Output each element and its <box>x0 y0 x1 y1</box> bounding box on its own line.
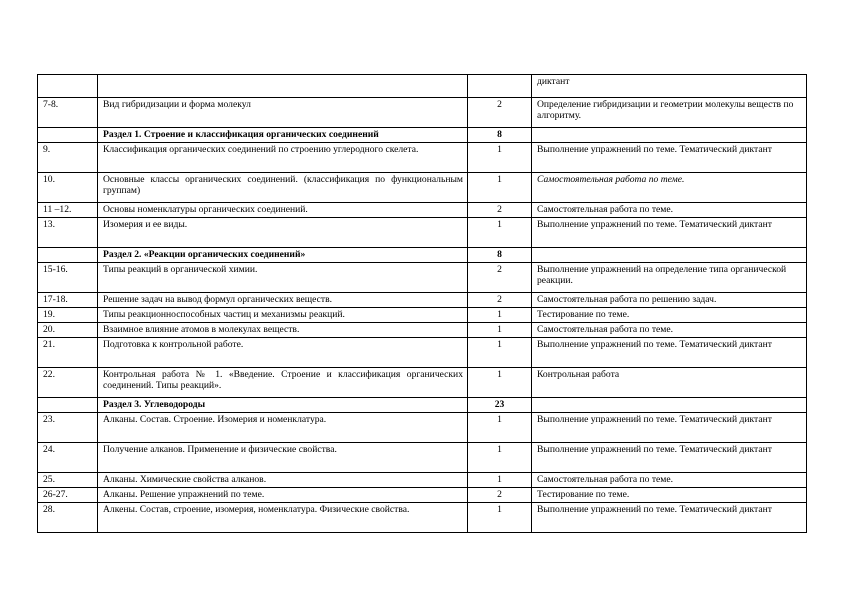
lesson-topic-cell: Алканы. Химические свойства алканов. <box>98 473 468 488</box>
table-row <box>38 308 807 323</box>
lesson-control-cell: Контрольная работа <box>532 368 807 398</box>
table-row <box>38 143 807 173</box>
lesson-hours-cell: 1 <box>468 218 532 248</box>
lesson-number-cell: 21. <box>38 338 98 368</box>
section-row <box>38 248 807 263</box>
lesson-control-cell: диктант <box>532 75 807 98</box>
lesson-hours-cell: 2 <box>468 488 532 503</box>
lesson-topic-cell: Основы номенклатуры органических соединений. <box>98 203 468 218</box>
section-row <box>38 398 807 413</box>
lesson-number-cell: 24. <box>38 443 98 473</box>
lesson-number-cell: 7-8. <box>38 98 98 128</box>
lesson-number-cell: 11 –12. <box>38 203 98 218</box>
lesson-number-cell: 9. <box>38 143 98 173</box>
lesson-topic-cell: Изомерия и ее виды. <box>98 218 468 248</box>
lesson-hours-cell: 1 <box>468 368 532 398</box>
lesson-topic-cell: Раздел 3. Углеводороды <box>98 398 468 413</box>
lesson-topic-cell: Классификация органических соединений по строению углеродного скелета. <box>98 143 468 173</box>
lesson-hours-cell: 2 <box>468 263 532 293</box>
lesson-topic-cell: Взаимное влияние атомов в молекулах веществ. <box>98 323 468 338</box>
lesson-control-cell: Выполнение упражнений по теме. Тематический диктант <box>532 143 807 173</box>
lesson-control-cell <box>532 248 807 263</box>
lesson-topic-cell: Получение алканов. Применение и физические свойства. <box>98 443 468 473</box>
lesson-topic-cell: Подготовка к контрольной работе. <box>98 338 468 368</box>
lesson-control-cell: Самостоятельная работа по теме. <box>532 323 807 338</box>
lesson-hours-cell: 2 <box>468 203 532 218</box>
lesson-topic-cell: Контрольная работа № 1. «Введение. Строение и классификация органических соединений. Типы реакций». <box>98 368 468 398</box>
lesson-hours-cell: 2 <box>468 98 532 128</box>
lesson-number-cell: 17-18. <box>38 293 98 308</box>
lesson-control-cell: Самостоятельная работа по теме. <box>532 173 807 203</box>
lesson-number-cell: 19. <box>38 308 98 323</box>
lesson-number-cell <box>38 248 98 263</box>
lesson-hours-cell <box>468 75 532 98</box>
lesson-hours-cell: 1 <box>468 143 532 173</box>
table-row <box>38 218 807 248</box>
table-row <box>38 503 807 533</box>
lesson-hours-cell: 1 <box>468 503 532 533</box>
lesson-hours-cell: 1 <box>468 338 532 368</box>
lesson-number-cell <box>38 398 98 413</box>
lesson-control-cell: Выполнение упражнений по теме. Тематический диктант <box>532 218 807 248</box>
lesson-topic-cell: Раздел 1. Строение и классификация органических соединений <box>98 128 468 143</box>
table-row <box>38 75 807 98</box>
lesson-number-cell: 23. <box>38 413 98 443</box>
table-row <box>38 203 807 218</box>
lesson-topic-cell: Основные классы органических соединений. (классификация по функциональным группам) <box>98 173 468 203</box>
lesson-topic-cell: Алканы. Состав. Строение. Изомерия и номенклатура. <box>98 413 468 443</box>
lesson-control-cell: Выполнение упражнений по теме. Тематический диктант <box>532 503 807 533</box>
lesson-hours-cell: 2 <box>468 293 532 308</box>
lesson-number-cell: 15-16. <box>38 263 98 293</box>
table-row <box>38 368 807 398</box>
lesson-topic-cell: Алкены. Состав, строение, изомерия, номенклатура. Физические свойства. <box>98 503 468 533</box>
lesson-control-cell <box>532 128 807 143</box>
lesson-hours-cell: 1 <box>468 413 532 443</box>
lesson-control-cell: Тестирование по теме. <box>532 488 807 503</box>
lesson-hours-cell: 1 <box>468 173 532 203</box>
lesson-number-cell: 10. <box>38 173 98 203</box>
lesson-control-cell: Выполнение упражнений по теме. Тематический диктант <box>532 413 807 443</box>
table-row <box>38 323 807 338</box>
lesson-hours-cell: 1 <box>468 308 532 323</box>
lesson-control-cell: Самостоятельная работа по теме. <box>532 473 807 488</box>
lesson-control-cell: Самостоятельная работа по теме. <box>532 203 807 218</box>
lesson-plan-body <box>38 75 807 533</box>
lesson-number-cell <box>38 75 98 98</box>
lesson-hours-cell: 1 <box>468 323 532 338</box>
lesson-hours-cell: 8 <box>468 128 532 143</box>
lesson-hours-cell: 23 <box>468 398 532 413</box>
table-row <box>38 488 807 503</box>
section-row <box>38 128 807 143</box>
lesson-number-cell: 20. <box>38 323 98 338</box>
lesson-control-cell: Тестирование по теме. <box>532 308 807 323</box>
table-row <box>38 338 807 368</box>
table-row <box>38 443 807 473</box>
lesson-hours-cell: 8 <box>468 248 532 263</box>
lesson-topic-cell: Типы реакционноспособных частиц и механизмы реакций. <box>98 308 468 323</box>
lesson-control-cell <box>532 398 807 413</box>
table-row <box>38 98 807 128</box>
lesson-control-cell: Выполнение упражнений по теме. Тематический диктант <box>532 338 807 368</box>
lesson-number-cell: 22. <box>38 368 98 398</box>
lesson-control-cell: Выполнение упражнений на определение типа органической реакции. <box>532 263 807 293</box>
lesson-number-cell: 28. <box>38 503 98 533</box>
table-row <box>38 173 807 203</box>
table-row <box>38 413 807 443</box>
lesson-number-cell: 25. <box>38 473 98 488</box>
lesson-number-cell <box>38 128 98 143</box>
lesson-control-cell: Самостоятельная работа по решению задач. <box>532 293 807 308</box>
lesson-number-cell: 13. <box>38 218 98 248</box>
lesson-number-cell: 26-27. <box>38 488 98 503</box>
lesson-topic-cell: Типы реакций в органической химии. <box>98 263 468 293</box>
lesson-topic-cell: Решение задач на вывод формул органических веществ. <box>98 293 468 308</box>
lesson-hours-cell: 1 <box>468 473 532 488</box>
lesson-topic-cell: Вид гибридизации и форма молекул <box>98 98 468 128</box>
table-row <box>38 293 807 308</box>
lesson-hours-cell: 1 <box>468 443 532 473</box>
lesson-topic-cell <box>98 75 468 98</box>
lesson-control-cell: Определение гибридизации и геометрии молекулы веществ по алгоритму. <box>532 98 807 128</box>
lesson-control-cell: Выполнение упражнений по теме. Тематический диктант <box>532 443 807 473</box>
lesson-plan-table <box>37 74 807 533</box>
table-row <box>38 263 807 293</box>
lesson-topic-cell: Алканы. Решение упражнений по теме. <box>98 488 468 503</box>
lesson-topic-cell: Раздел 2. «Реакции органических соединений» <box>98 248 468 263</box>
table-row <box>38 473 807 488</box>
